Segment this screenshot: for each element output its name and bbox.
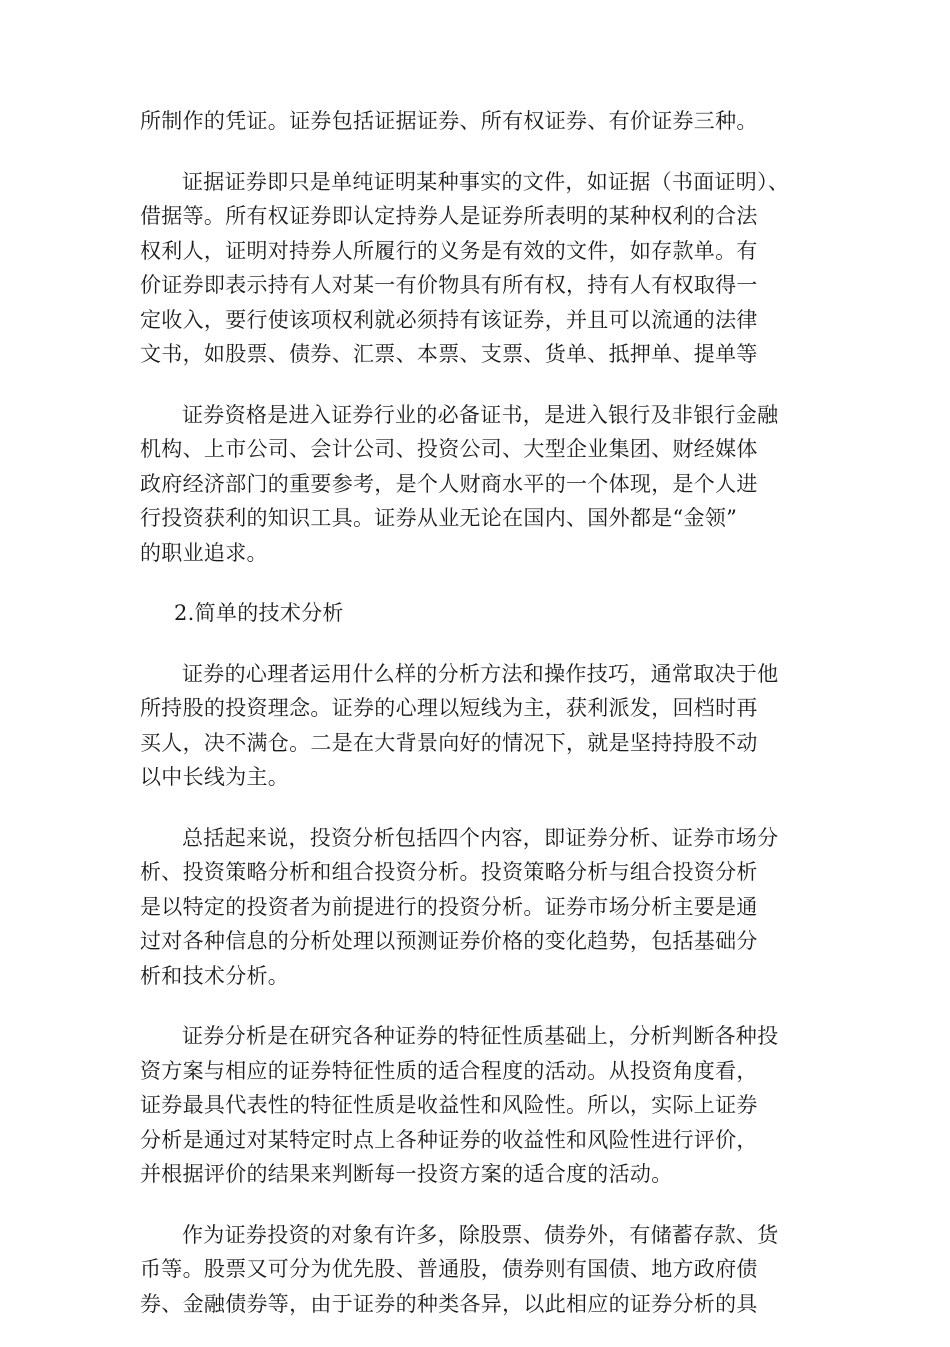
text-line: 权利人，证明对持券人所履行的义务是有效的文件，如存款单。有 [140,238,758,263]
paragraph [140,1218,812,1322]
text-line: 证券的心理者运用什么样的分析方法和操作技巧，通常取决于他 [182,661,779,686]
text-line: 析、投资策略分析和组合投资分析。投资策略分析与组合投资分析 [140,860,758,884]
text-line: 过对各种信息的分析处理以预测证券价格的变化趋势，包括基础分 [140,929,758,953]
paragraph [140,398,812,571]
text-line: 分析是通过对某特定时点上各种证券的收益性和风险性进行评价， [140,1127,758,1152]
text-line: 币等。股票又可分为优先股、普通股，债券则有国债、地方政府债 [140,1257,758,1281]
text-line: 价证券即表示持有人对某一有价物具有所有权，持有人有权取得一 [140,273,758,297]
text-line: 证券分析是在研究各种证券的特征性质基础上，分析判断各种投 [182,1024,779,1048]
text-line: 的职业追求。 [140,540,268,565]
paragraph [140,657,812,795]
text-line: 行投资获利的知识工具。证券从业无论在国内、国外都是“金领” [140,506,738,530]
paragraph [140,821,812,994]
text-line: 并根据评价的结果来判断每一投资方案的适合度的活动。 [140,1162,673,1186]
text-line: 析和技术分析。 [140,963,290,988]
text-line: 总括起来说，投资分析包括四个内容，即证券分析、证券市场分 [182,825,779,850]
text-line: 所制作的凭证。证券包括证据证券、所有权证券、有价证券三种。 [140,109,758,133]
text-line: 作为证券投资的对象有许多，除股票、债券外，有储蓄存款、货 [182,1222,779,1247]
text-line: 买人，决不满仓。二是在大背景向好的情况下，就是坚持持股不动 [140,730,758,755]
text-line: 机构、上市公司、会计公司、投资公司、大型企业集团、财经媒体 [140,437,758,461]
text-line: 2.简单的技术分析 [174,601,344,625]
paragraph [140,165,812,372]
paragraph [140,104,812,139]
text-line: 证券资格是进入证券行业的必备证书，是进入银行及非银行金融 [182,402,779,427]
text-line: 文书，如股票、债券、汇票、本票、支票、货单、抵押单、提单等 [140,342,758,366]
text-line: 资方案与相应的证券特征性质的适合程度的活动。从投资角度看， [140,1058,758,1083]
section-heading [140,596,812,631]
text-line: 证据证券即只是单纯证明某种事实的文件，如证据（书面证明）、 [182,169,790,194]
paragraph [140,1019,812,1192]
document-body [140,104,812,1347]
text-line: 证券最具代表性的特征性质是收益性和风险性。所以，实际上证券 [140,1093,758,1117]
text-line: 借据等。所有权证券即认定持券人是证券所表明的某种权利的合法 [140,204,758,228]
text-line: 是以特定的投资者为前提进行的投资分析。证券市场分析主要是通 [140,894,758,919]
text-line: 政府经济部门的重要参考，是个人财商水平的一个体现，是个人进 [140,471,758,496]
text-line: 以中长线为主。 [140,765,290,789]
text-line: 所持股的投资理念。证券的心理以短线为主，获利派发，回档时再 [140,696,758,720]
text-line: 定收入，要行使该项权利就必须持有该证券，并且可以流通的法律 [140,307,758,332]
text-line: 券、金融债券等，由于证券的种类各异，以此相应的证券分析的具 [140,1291,758,1316]
